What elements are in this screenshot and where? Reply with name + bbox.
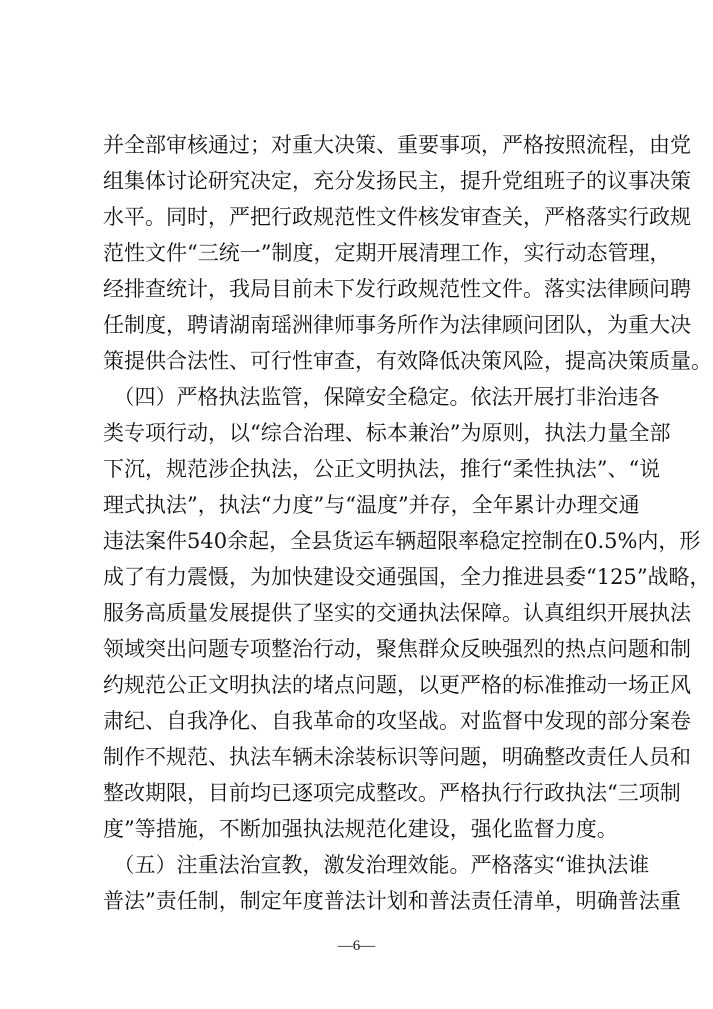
- text-line: 并全部审核通过；对重大决策、重要事项，严格按照流程，由党: [103, 133, 691, 157]
- text-line: 服务高质量发展提供了坚实的交通执法保障。认真组织开展执法: [103, 601, 691, 625]
- text-line: 经排查统计，我局目前未下发行政规范性文件。落实法律顾问聘: [103, 277, 691, 301]
- section-heading-line: （四）严格执法监管，保障安全稳定。依法开展打非治违各: [103, 385, 660, 409]
- text-line: 下沉，规范涉企执法，公正文明执法，推行“柔性执法”、“说: [103, 457, 661, 481]
- text-line: 任制度，聘请湖南瑶洲律师事务所作为法律顾问团队，为重大决: [103, 313, 691, 337]
- text-line: 违法案件540余起，全县货运车辆超限率稳定控制在0.5%内，形: [103, 529, 701, 553]
- text-line: 成了有力震慑，为加快建设交通强国，全力推进县委“125”战略，: [103, 565, 711, 589]
- text-line: 领域突出问题专项整治行动，聚焦群众反映强烈的热点问题和制: [103, 637, 691, 661]
- text-line: 理式执法”，执法“力度”与“温度”并存，全年累计办理交通: [103, 493, 640, 517]
- text-line: 组集体讨论研究决定，充分发扬民主，提升党组班子的议事决策: [103, 169, 691, 193]
- page-number: —6—: [337, 938, 376, 954]
- text-line: 范性文件“三统一”制度，定期开展清理工作，实行动态管理，: [103, 241, 671, 265]
- text-line: 整改期限，目前均已逐项完成整改。严格执行行政执法“三项制: [103, 781, 681, 805]
- text-line: 约规范公正文明执法的堵点问题，以更严格的标准推动一场正风: [103, 673, 691, 697]
- text-line: 制作不规范、执法车辆未涂装标识等问题，明确整改责任人员和: [103, 745, 691, 769]
- section-heading-line: （五）注重法治宣教，激发治理效能。严格落实“谁执法谁: [103, 853, 650, 877]
- text-line: 类专项行动，以“综合治理、标本兼治”为原则，执法力量全部: [103, 421, 671, 445]
- text-line: 肃纪、自我净化、自我革命的攻坚战。对监督中发现的部分案卷: [103, 709, 691, 733]
- text-line: 度”等措施，不断加强执法规范化建设，强化监督力度。: [103, 817, 618, 841]
- text-line: 普法”责任制，制定年度普法计划和普法责任清单，明确普法重: [103, 889, 681, 913]
- text-line: 水平。同时，严把行政规范性文件核发审查关，严格落实行政规: [103, 205, 691, 229]
- text-line: 策提供合法性、可行性审查，有效降低决策风险，提高决策质量。: [103, 349, 712, 373]
